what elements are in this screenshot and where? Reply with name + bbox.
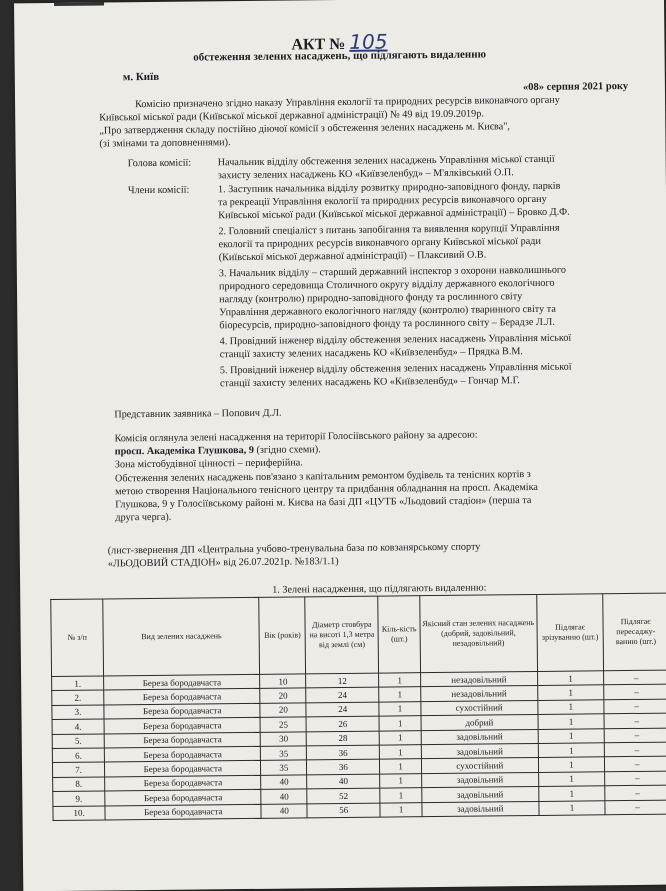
member-line: біоресурсів, природно-заповідного фонду та рослинного світу – Берадзе Л.Л. xyxy=(219,316,555,332)
age-cell: 10 xyxy=(260,674,306,689)
member-line: екології та природних ресурсів виконавчого органу Київської міської ради xyxy=(218,235,541,251)
column-header: Діаметр стовбура на висоті 1,3 метра від землі (см) xyxy=(305,596,379,674)
row-number-cell: 2. xyxy=(52,690,104,705)
act-subtitle: обстеження зелених насаджень, що підлягають видаленню xyxy=(193,48,487,64)
diameter-cell: 56 xyxy=(307,803,380,818)
act-number: 105 xyxy=(349,29,388,54)
condition-cell: задовільний xyxy=(421,743,538,759)
act-date: «08» серпня 2021 року xyxy=(522,80,629,94)
count-cell: 1 xyxy=(379,730,421,745)
species-cell: Береза бородавчаста xyxy=(105,804,261,820)
age-cell: 40 xyxy=(261,789,307,804)
count-cell: 1 xyxy=(380,773,422,788)
condition-cell: сухостійний xyxy=(421,758,538,774)
condition-cell: добрий xyxy=(421,715,538,731)
to-cut-cell: 1 xyxy=(538,786,605,801)
member-line: 4. Провідний інженер відділу обстеження зелених насаджень Управління міської xyxy=(219,332,572,348)
inspection-zone: Зона містобудівної цінності – периферійна. xyxy=(114,457,303,471)
members-label: Члени комісії: xyxy=(127,184,190,197)
condition-cell: сухостійний xyxy=(421,700,538,716)
to-transplant-cell: – xyxy=(604,684,666,699)
to-cut-cell: 1 xyxy=(539,800,606,815)
reason-line: Обстеження зелених насаджень пов'язано з капітальним ремонтом будівель та тенісних кортів з xyxy=(114,469,531,485)
intro-line: Київської міської ради (Київської міської державної адміністрації) № 49 від 19.09.2019р. xyxy=(99,108,484,124)
to-transplant-cell: – xyxy=(604,670,666,685)
table-header-row xyxy=(51,593,666,676)
to-transplant-cell: – xyxy=(604,713,666,728)
to-cut-cell: 1 xyxy=(538,728,605,743)
inspection-address: просп. Академіка Глушкова, 9 xyxy=(114,444,254,458)
count-cell: 1 xyxy=(380,802,422,817)
intro-line: „Про затвердження складу постійно діючої комісії з обстеження зелених насаджень м. Києва", xyxy=(99,121,511,137)
member-line: нагляду (контролю) природно-заповідного фонду та рослинного світу xyxy=(219,291,523,306)
to-cut-cell: 1 xyxy=(538,743,605,758)
row-number-cell: 8. xyxy=(53,777,105,792)
document-page xyxy=(14,0,666,891)
to-cut-cell: 1 xyxy=(538,771,605,786)
member-line: 5. Провідний інженер відділу обстеження зелених насаджень Управління міської xyxy=(219,361,572,377)
diameter-cell: 12 xyxy=(306,673,379,688)
reason-line: метою створення Національного тенісного центру та придбання обладнання на просп. Академіка xyxy=(115,481,538,498)
age-cell: 40 xyxy=(261,803,307,818)
column-header: № з/п xyxy=(51,599,104,677)
letter-line: «ЛЬОДОВИЙ СТАДІОН» від 26.07.2021р. №183/1.1) xyxy=(107,556,339,570)
to-cut-cell: 1 xyxy=(537,685,604,700)
scan-edge-mark xyxy=(54,2,104,6)
row-number-cell: 6. xyxy=(52,748,104,763)
count-cell: 1 xyxy=(380,788,422,803)
column-header: Вік (років) xyxy=(259,597,306,674)
species-cell: Береза бородавчаста xyxy=(104,703,260,719)
age-cell: 35 xyxy=(261,746,307,761)
column-header: Якісний стан зелених насаджень (добрий, задовільний, незадовільний) xyxy=(420,594,538,672)
diameter-cell: 36 xyxy=(307,745,380,760)
count-cell: 1 xyxy=(379,673,421,688)
condition-cell: задовільний xyxy=(422,801,539,817)
species-cell: Береза бородавчаста xyxy=(104,732,260,748)
row-number-cell: 10. xyxy=(53,806,105,821)
count-cell: 1 xyxy=(380,745,422,760)
count-cell: 1 xyxy=(379,701,421,716)
diameter-cell: 24 xyxy=(306,702,379,717)
diameter-cell: 40 xyxy=(307,774,380,789)
count-cell: 1 xyxy=(379,716,421,731)
diameter-cell: 26 xyxy=(306,716,379,731)
age-cell: 25 xyxy=(260,717,306,732)
member-line: 3. Начальник відділу – старший державний інспектор з охорони навколишнього xyxy=(218,264,566,280)
inspection-line: Комісія оглянула зелені насадження на території Голосіївського району за адресою: xyxy=(114,429,478,445)
row-number-cell: 1. xyxy=(52,676,104,691)
row-number-cell: 5. xyxy=(52,734,104,749)
reason-line: друга черга). xyxy=(115,511,172,524)
species-cell: Береза бородавчаста xyxy=(105,789,261,805)
member-line: (Київської міської державної адміністрації) – Плаксивий О.В. xyxy=(218,249,487,264)
intro-line: Комісію призначено згідно наказу Управління екології та природних ресурсів виконавчого органу xyxy=(135,94,560,111)
member-line: Управління державного екологічного нагляду (контролю) тваринного світу та xyxy=(219,303,556,319)
age-cell: 40 xyxy=(261,775,307,790)
applicant: Представник заявника – Попович Д.Л. xyxy=(114,407,282,421)
member-line: природного середовища Столичного округу відділу державного екологічного xyxy=(218,277,555,293)
member-line: станції захисту зелених насаджень КО «Київзеленбуд» – Прядка В.М. xyxy=(219,346,524,361)
member-line: 2. Головний спеціаліст з питань запобігання та виявлення корупції Управління xyxy=(218,222,560,238)
letter-line: (лист-звернення ДП «Центральна учбово-тренувальна база по ковзанярському спорту xyxy=(107,541,481,557)
row-number-cell: 9. xyxy=(53,791,105,806)
age-cell: 20 xyxy=(260,688,306,703)
intro-line: (зі змінами та доповненнями). xyxy=(99,137,231,150)
to-transplant-cell: – xyxy=(604,699,666,714)
row-number-cell: 4. xyxy=(52,719,104,734)
member-line: Київської міської ради (Київської міської державної адміністрації) – Бровко Д.Ф. xyxy=(218,206,570,222)
inspection-address-note: (згідно схеми). xyxy=(253,444,321,456)
to-cut-cell: 1 xyxy=(537,671,604,686)
member-line: 1. Заступник начальника відділу розвитку природно-заповідного фонду, парків xyxy=(217,180,561,196)
diameter-cell: 24 xyxy=(306,688,379,703)
diameter-cell: 36 xyxy=(307,759,380,774)
to-transplant-cell: – xyxy=(605,785,666,800)
condition-cell: задовільний xyxy=(422,787,539,803)
age-cell: 30 xyxy=(261,731,307,746)
head-line: Начальник відділу обстеження зелених насаджень Управління міської станції xyxy=(217,153,555,169)
to-cut-cell: 1 xyxy=(538,714,605,729)
act-label: АКТ № xyxy=(291,35,346,54)
table-title: 1. Зелені насадження, що підлягають видаленню: xyxy=(272,582,487,596)
condition-cell: задовільний xyxy=(421,729,538,745)
to-transplant-cell: – xyxy=(605,742,666,757)
species-cell: Береза бородавчаста xyxy=(104,689,260,705)
head-label: Голова комісії: xyxy=(127,157,192,170)
species-cell: Береза бородавчаста xyxy=(105,761,261,777)
species-cell: Береза бородавчаста xyxy=(105,775,261,791)
age-cell: 20 xyxy=(260,703,306,718)
member-line: та рекреації Управління екології та природних ресурсів виконавчого органу xyxy=(218,193,547,209)
diameter-cell: 52 xyxy=(307,788,380,803)
column-header: Підлягає пересаджу-ванню (шт.) xyxy=(603,593,666,671)
column-header: Вид зелених насаджень xyxy=(103,597,260,676)
to-cut-cell: 1 xyxy=(537,700,604,715)
city: м. Київ xyxy=(122,70,160,84)
table-body xyxy=(52,670,666,820)
condition-cell: незадовільний xyxy=(421,686,538,702)
species-cell: Береза бородавчаста xyxy=(104,674,260,690)
column-header: Підлягає зрізуванню (шт.) xyxy=(536,594,603,672)
count-cell: 1 xyxy=(379,687,421,702)
row-number-cell: 7. xyxy=(52,762,104,777)
to-cut-cell: 1 xyxy=(538,757,605,772)
to-transplant-cell: – xyxy=(605,800,666,815)
age-cell: 35 xyxy=(261,760,307,775)
head-line: захисту зелених насаджень КО «Київзеленбуд» – М'ялківський О.П. xyxy=(217,167,514,182)
to-transplant-cell: – xyxy=(605,756,666,771)
trees-table xyxy=(50,593,666,821)
reason-line: Глушкова, 9 у Голосіївському районі м. Києва на базі ДП «ЦУТБ «Льодовий стадіон» (перша та xyxy=(115,495,532,511)
to-transplant-cell: – xyxy=(605,771,666,786)
count-cell: 1 xyxy=(380,759,422,774)
condition-cell: задовільний xyxy=(422,772,539,788)
species-cell: Береза бородавчаста xyxy=(104,718,260,734)
species-cell: Береза бородавчаста xyxy=(104,746,260,762)
member-line: станції захисту зелених насаджень КО «Київзеленбуд» – Гончар М.Г. xyxy=(219,375,520,390)
condition-cell: незадовільний xyxy=(420,671,537,687)
diameter-cell: 28 xyxy=(306,731,379,746)
to-transplant-cell: – xyxy=(604,728,666,743)
column-header: Кіль-кість (шт.) xyxy=(378,596,420,673)
row-number-cell: 3. xyxy=(52,705,104,720)
